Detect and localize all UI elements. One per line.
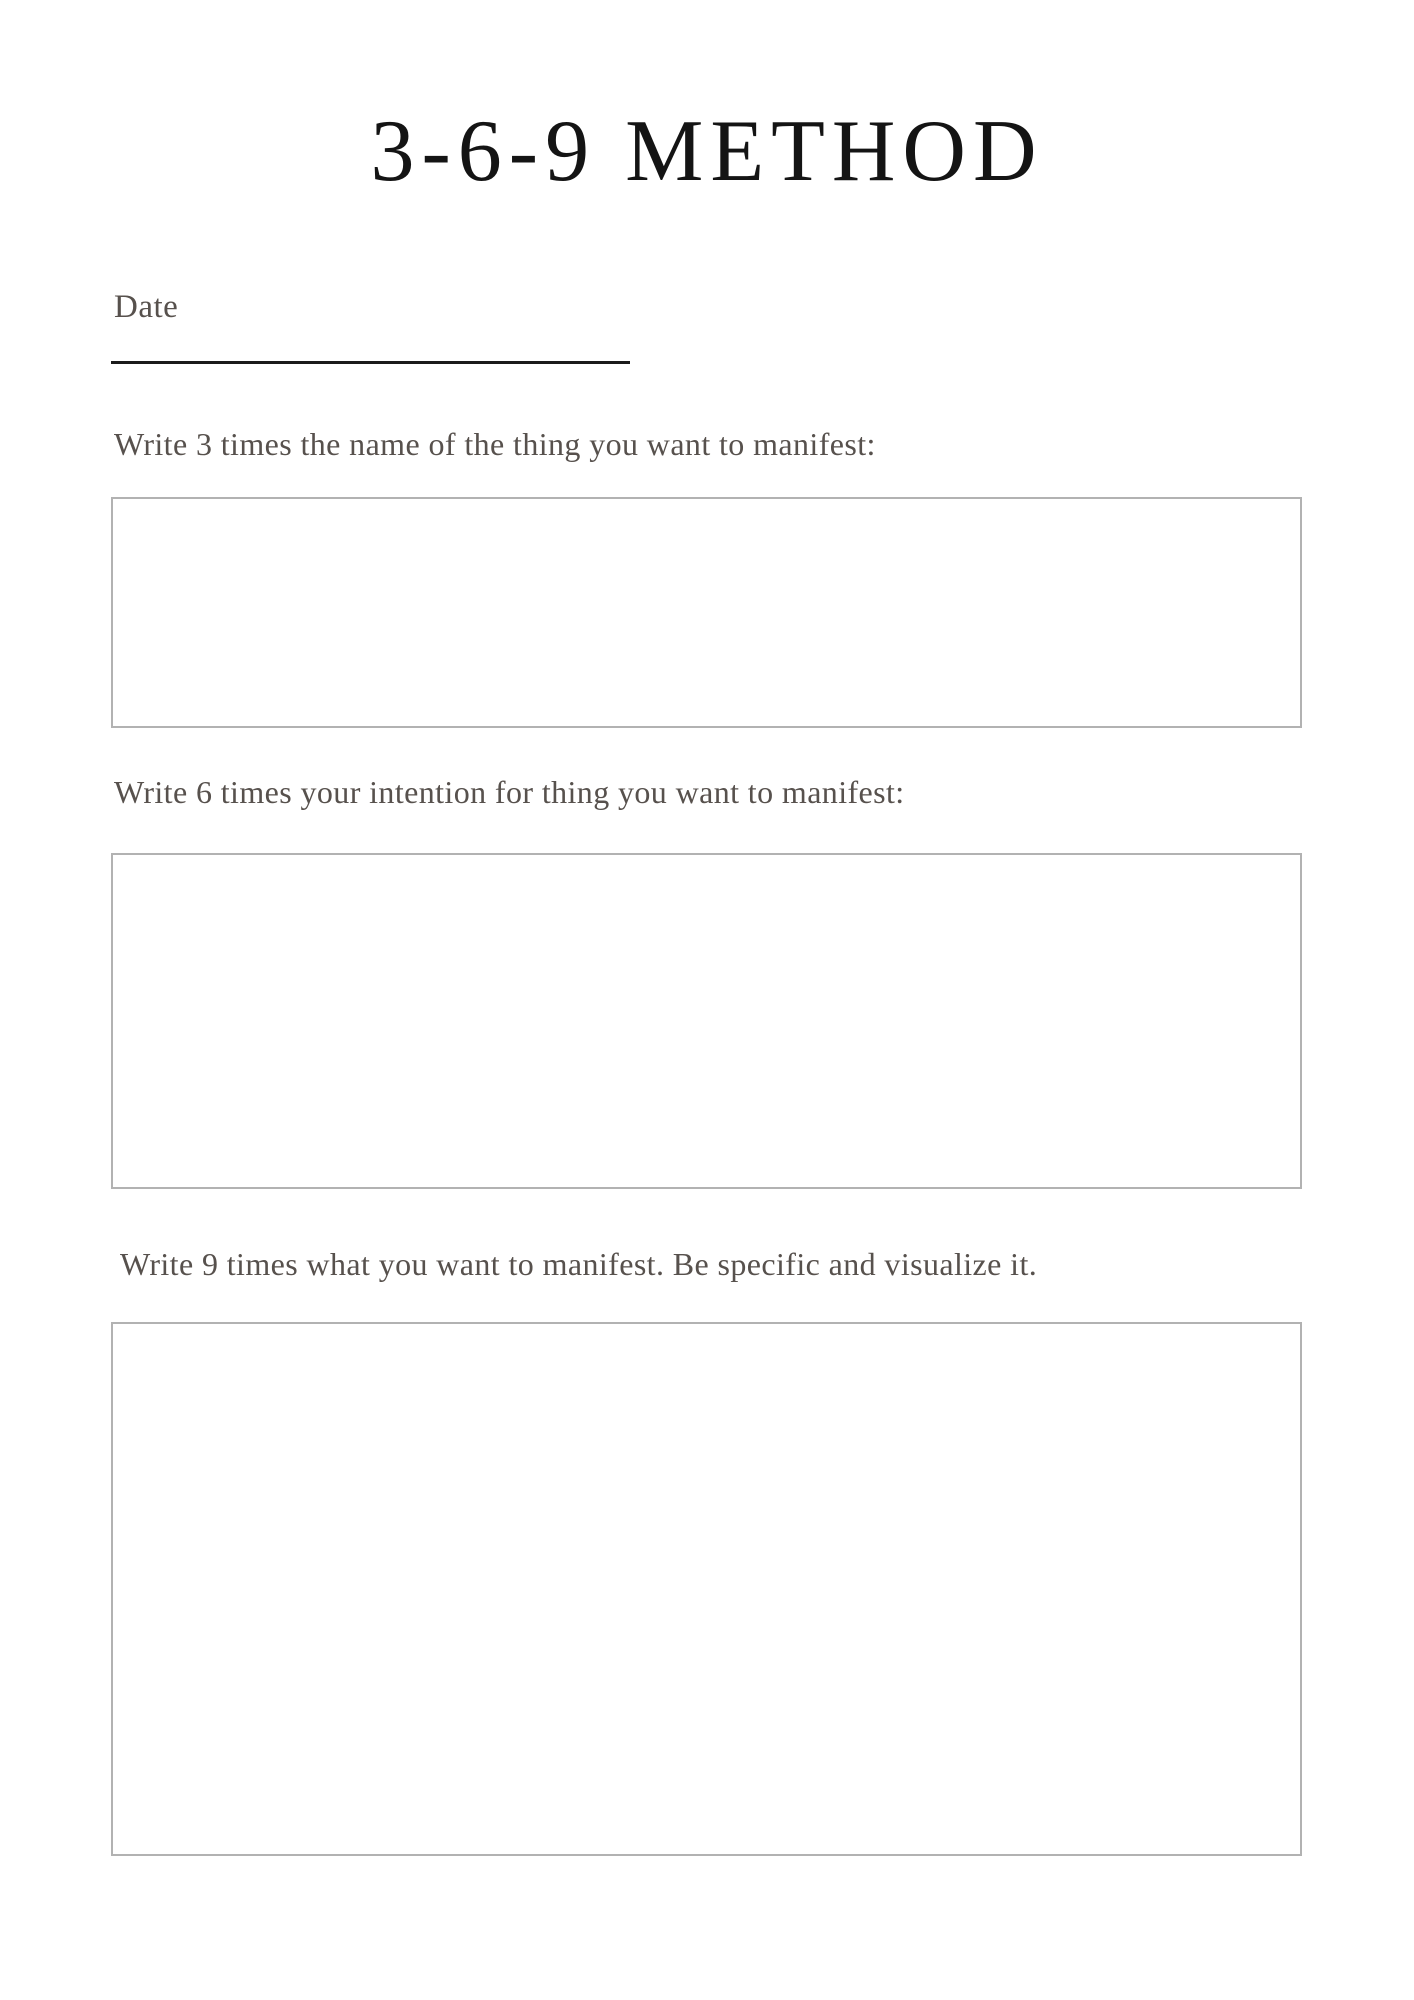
prompt-write-6-times: Write 6 times your intention for thing you want to manifest:	[114, 774, 905, 810]
date-label: Date	[114, 289, 179, 325]
write-6-times-input[interactable]	[111, 853, 1302, 1189]
page-title: 3-6-9 METHOD	[370, 103, 1044, 200]
date-fill-line[interactable]	[111, 361, 630, 364]
write-3-times-input[interactable]	[111, 497, 1302, 728]
prompt-write-9-times: Write 9 times what you want to manifest. Be specific and visualize it.	[120, 1246, 1038, 1282]
prompt-write-3-times: Write 3 times the name of the thing you want to manifest:	[114, 426, 876, 462]
write-9-times-input[interactable]	[111, 1322, 1302, 1856]
